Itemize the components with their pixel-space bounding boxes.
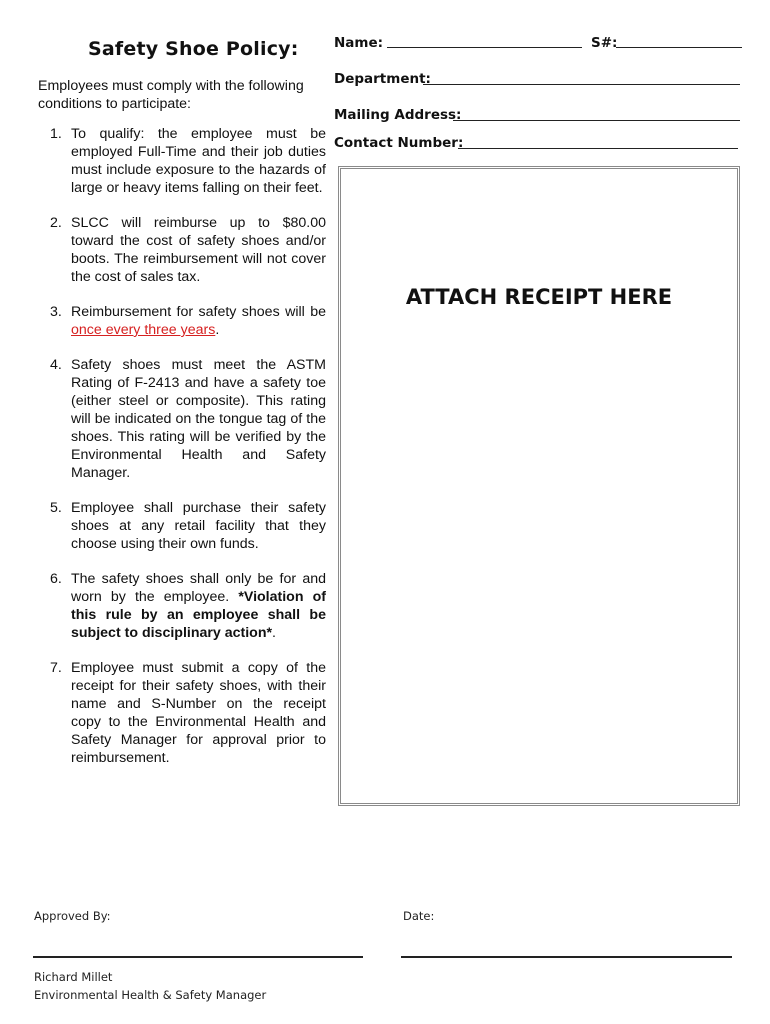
department-label: Department: <box>334 71 431 87</box>
policy-title: Safety Shoe Policy: <box>88 38 299 60</box>
date-label: Date: <box>403 909 435 923</box>
condition-number: 5. <box>50 500 62 516</box>
attach-receipt-label: ATTACH RECEIPT HERE <box>405 285 673 309</box>
condition-number: 1. <box>50 126 62 142</box>
condition-number: 4. <box>50 357 62 373</box>
condition-text: Safety shoes must meet the ASTM Rating of F-2413 and have a safety toe (either steel or composite). This rating will be indicated on the tongue tag of the shoes. This rating will be verified by the Environmental Health and Safety Manager. <box>71 357 326 481</box>
condition-item <box>50 659 326 767</box>
condition-item <box>50 499 326 553</box>
violation-warning: *Violation of this rule by an employee shall be subject to disciplinary action* <box>71 589 327 641</box>
snumber-field[interactable] <box>616 47 742 48</box>
condition-item <box>50 356 326 482</box>
name-label: Name: <box>334 35 384 51</box>
condition-text-end: . <box>272 625 276 641</box>
contact-number-label: Contact Number: <box>334 135 464 151</box>
condition-number: 6. <box>50 571 62 587</box>
condition-number: 2. <box>50 215 62 231</box>
condition-text: SLCC will reimburse up to $80.00 toward the cost of safety shoes and/or boots. The reimbursement will not cover the cost of sales tax. <box>71 215 326 285</box>
condition-text: Employee shall purchase their safety shoes at any retail facility that they choose using their own funds. <box>71 500 326 552</box>
contact-number-field[interactable] <box>458 148 738 149</box>
policy-intro: Employees must comply with the following conditions to participate: <box>38 78 304 112</box>
condition-item <box>50 303 326 339</box>
department-field[interactable] <box>423 84 740 85</box>
condition-text: The safety shoes shall only be for and worn by the employee. <box>71 571 326 605</box>
receipt-attachment-box <box>338 166 740 806</box>
condition-text: Reimbursement for safety shoes will be <box>71 304 326 320</box>
frequency-highlight: once every three years <box>71 322 216 338</box>
condition-item <box>50 214 326 286</box>
condition-text-end: . <box>215 322 220 338</box>
approved-by-label: Approved By: <box>34 909 111 923</box>
snumber-label: S#: <box>591 35 618 51</box>
approval-signature-line[interactable] <box>33 956 363 958</box>
condition-number: 3. <box>50 304 62 320</box>
condition-item <box>50 570 326 642</box>
condition-text: Employee must submit a copy of the receipt for their safety shoes, with their name and S-Number on the receipt copy to the Environmental Health and Safety Manager for approval prior to reimbursement. <box>71 660 326 766</box>
condition-text: To qualify: the employee must be employed Full-Time and their job duties must include exposure to the hazards of large or heavy items falling on their feet. <box>71 126 326 196</box>
condition-number: 7. <box>50 660 62 676</box>
mailing-address-field[interactable] <box>453 120 740 121</box>
name-field[interactable] <box>387 47 582 48</box>
mailing-address-label: Mailing Address: <box>334 107 462 123</box>
condition-item <box>50 125 326 197</box>
signer-name: Richard Millet <box>34 970 113 984</box>
conditions-list <box>50 125 326 767</box>
date-signature-line[interactable] <box>401 956 732 958</box>
signer-title: Environmental Health & Safety Manager <box>34 988 267 1002</box>
